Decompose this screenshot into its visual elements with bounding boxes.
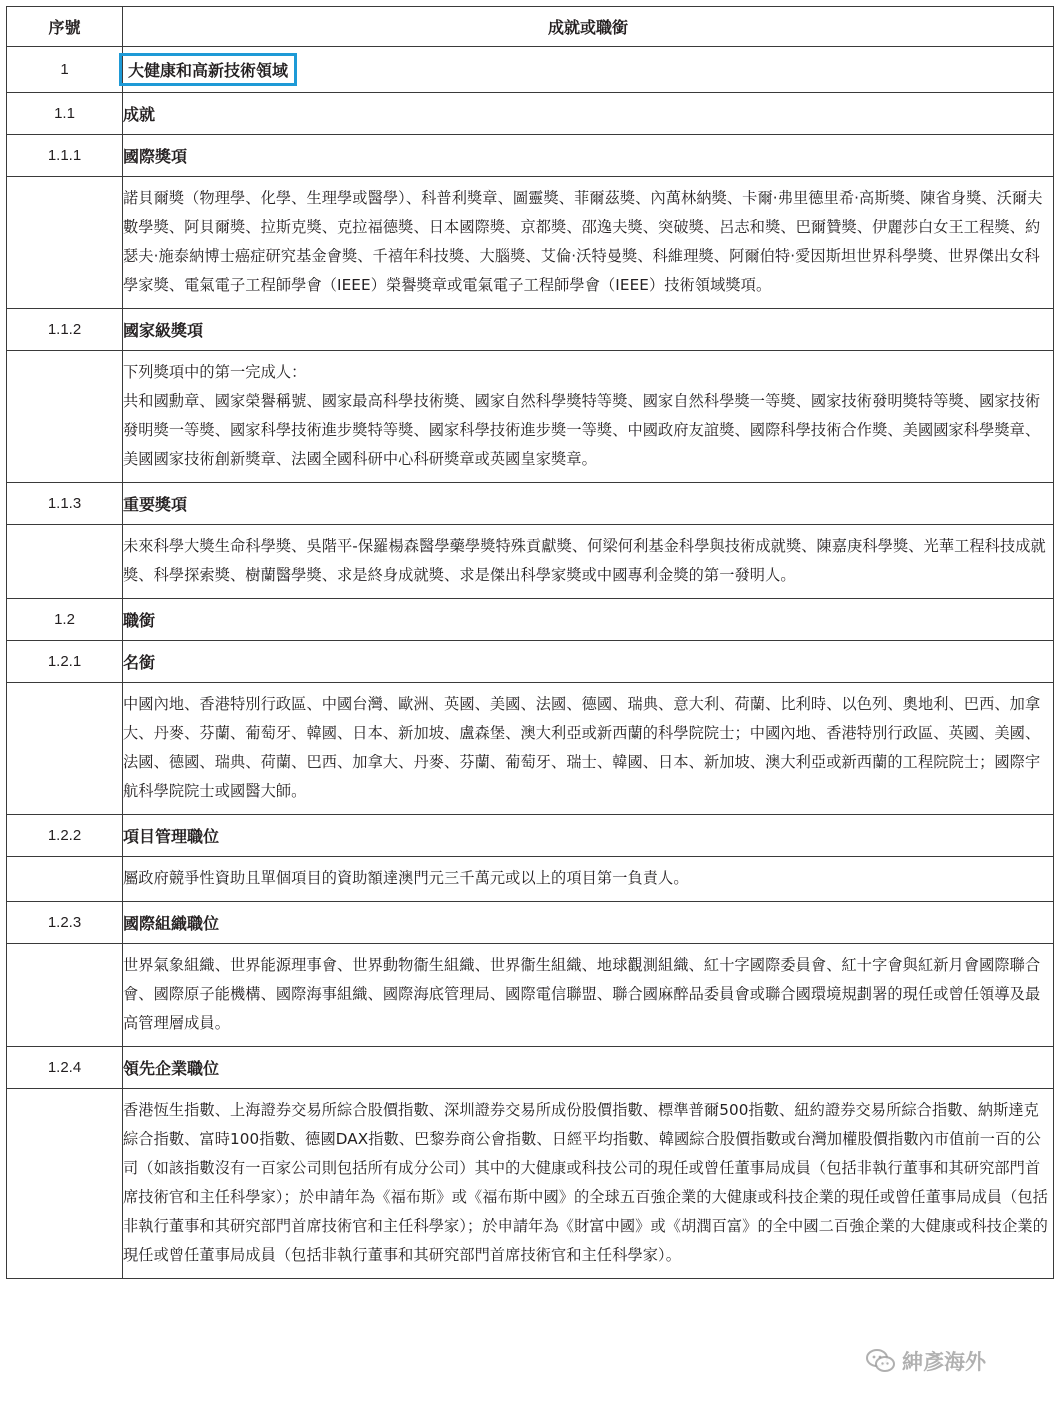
achievements-table	[6, 6, 1054, 1279]
table-header-row	[7, 7, 1054, 47]
row-number-empty	[7, 351, 123, 483]
table-row-body	[7, 177, 1054, 309]
row-title: 項目管理職位	[123, 815, 1054, 857]
table-row	[7, 641, 1054, 683]
table-row	[7, 815, 1054, 857]
row-number: 1	[7, 47, 123, 93]
row-number: 1.2	[7, 599, 123, 641]
row-number: 1.1	[7, 93, 123, 135]
header-content: 成就或職銜	[123, 7, 1054, 47]
table-row	[7, 1047, 1054, 1089]
highlighted-category-title: 大健康和高新技術領域	[119, 53, 297, 86]
row-description: 諾貝爾獎（物理學、化學、生理學或醫學）、科普利獎章、圖靈獎、菲爾茲獎、內萬林納獎、卡爾·弗里德里希·高斯獎、陳省身獎、沃爾夫數學獎、阿貝爾獎、拉斯克獎、克拉福德獎、日本國際獎、京都獎、邵逸夫獎、突破獎、呂志和獎、巴爾贊獎、伊麗莎白女王工程獎、約瑟夫·施泰納博士癌症研究基金會獎、千禧年科技獎、大腦獎、艾倫·沃特曼獎、科維理獎、阿爾伯特·愛因斯坦世界科學獎、世界傑出女科學家獎、電氣電子工程師學會（IEEE）榮譽獎章或電氣電子工程師學會（IEEE）技術領域獎項。	[123, 177, 1054, 309]
row-title: 國際組織職位	[123, 902, 1054, 944]
row-number: 1.1.3	[7, 483, 123, 525]
table-row	[7, 599, 1054, 641]
row-number-empty	[7, 857, 123, 902]
row-number: 1.2.2	[7, 815, 123, 857]
row-description-intro: 下列獎項中的第一完成人：	[123, 363, 307, 381]
table-row-body	[7, 351, 1054, 483]
row-number: 1.1.2	[7, 309, 123, 351]
row-number: 1.1.1	[7, 135, 123, 177]
row-description: 香港恆生指數、上海證券交易所綜合股價指數、深圳證券交易所成份股價指數、標準普爾500指數、紐約證券交易所綜合指數、納斯達克綜合指數、富時100指數、德國DAX指數、巴黎券商公會指數、日經平均指數、韓國綜合股價指數或台灣加權股價指數內市值前一百的公司（如該指數沒有一百家公司則包括所有成分公司）其中的大健康或科技公司的現任或曾任董事局成員（包括非執行董事和其研究部門首席技術官和主任科學家）；於申請年為《福布斯》或《福布斯中國》的全球五百強企業的大健康或科技企業的現任或曾任董事局成員（包括非執行董事和其研究部門首席技術官和主任科學家）；於申請年為《財富中國》或《胡潤百富》的全中國二百強企業的大健康或科技企業的現任或曾任董事局成員（包括非執行董事和其研究部門首席技術官和主任科學家）。	[123, 1089, 1054, 1279]
row-number-empty	[7, 177, 123, 309]
row-description: 世界氣象組織、世界能源理事會、世界動物衞生組織、世界衞生組織、地球觀測組織、紅十字國際委員會、紅十字會與紅新月會國際聯合會、國際原子能機構、國際海事組織、國際海底管理局、國際電信聯盟、聯合國麻醉品委員會或聯合國環境規劃署的現任或曾任領導及最高管理層成員。	[123, 944, 1054, 1047]
row-number: 1.2.4	[7, 1047, 123, 1089]
table-row	[7, 902, 1054, 944]
table-row	[7, 47, 1054, 93]
table-row	[7, 309, 1054, 351]
row-title: 職銜	[123, 599, 1054, 641]
table-row-body	[7, 944, 1054, 1047]
row-title: 重要獎項	[123, 483, 1054, 525]
watermark	[866, 1346, 986, 1376]
row-number: 1.2.1	[7, 641, 123, 683]
table-row-body	[7, 857, 1054, 902]
row-description-text: 共和國勳章、國家榮譽稱號、國家最高科學技術獎、國家自然科學獎特等獎、國家自然科學獎一等獎、國家技術發明獎特等獎、國家技術發明獎一等獎、國家科學技術進步獎特等獎、國家科學技術進步獎一等獎、中國政府友誼獎、國際科學技術合作獎、美國國家科學獎章、美國國家技術創新獎章、法國全國科研中心科研獎章或英國皇家獎章。	[123, 392, 1041, 468]
row-number-empty	[7, 683, 123, 815]
row-description: 中國內地、香港特別行政區、中國台灣、歐洲、英國、美國、法國、德國、瑞典、意大利、荷蘭、比利時、以色列、奧地利、巴西、加拿大、丹麥、芬蘭、葡萄牙、韓國、日本、新加坡、盧森堡、澳大利亞或新西蘭的科學院院士；中國內地、香港特別行政區、英國、美國、法國、德國、瑞典、荷蘭、巴西、加拿大、丹麥、芬蘭、葡萄牙、瑞士、韓國、日本、新加坡、澳大利亞或新西蘭的工程院院士；國際宇航科學院院士或國醫大師。	[123, 683, 1054, 815]
row-title	[123, 47, 1054, 93]
wechat-icon	[866, 1348, 896, 1374]
table-row-body	[7, 1089, 1054, 1279]
row-number-empty	[7, 1089, 123, 1279]
row-title: 名銜	[123, 641, 1054, 683]
table-row	[7, 93, 1054, 135]
table-row	[7, 135, 1054, 177]
row-number-empty	[7, 944, 123, 1047]
row-description: 未來科學大獎生命科學獎、吳階平-保羅楊森醫學藥學獎特殊貢獻獎、何梁何利基金科學與技術成就獎、陳嘉庚科學獎、光華工程科技成就獎、科學探索獎、樹蘭醫學獎、求是終身成就獎、求是傑出科學家獎或中國專利金獎的第一發明人。	[123, 525, 1054, 599]
row-title: 國際獎項	[123, 135, 1054, 177]
row-number-empty	[7, 525, 123, 599]
watermark-text: 紳彥海外	[902, 1350, 986, 1374]
row-title: 成就	[123, 93, 1054, 135]
table-row-body	[7, 525, 1054, 599]
row-number: 1.2.3	[7, 902, 123, 944]
table-row	[7, 483, 1054, 525]
row-description	[123, 351, 1054, 483]
row-title: 領先企業職位	[123, 1047, 1054, 1089]
row-description: 屬政府競爭性資助且單個項目的資助額達澳門元三千萬元或以上的項目第一負責人。	[123, 857, 1054, 902]
header-number: 序號	[7, 7, 123, 47]
row-title: 國家級獎項	[123, 309, 1054, 351]
table-row-body	[7, 683, 1054, 815]
